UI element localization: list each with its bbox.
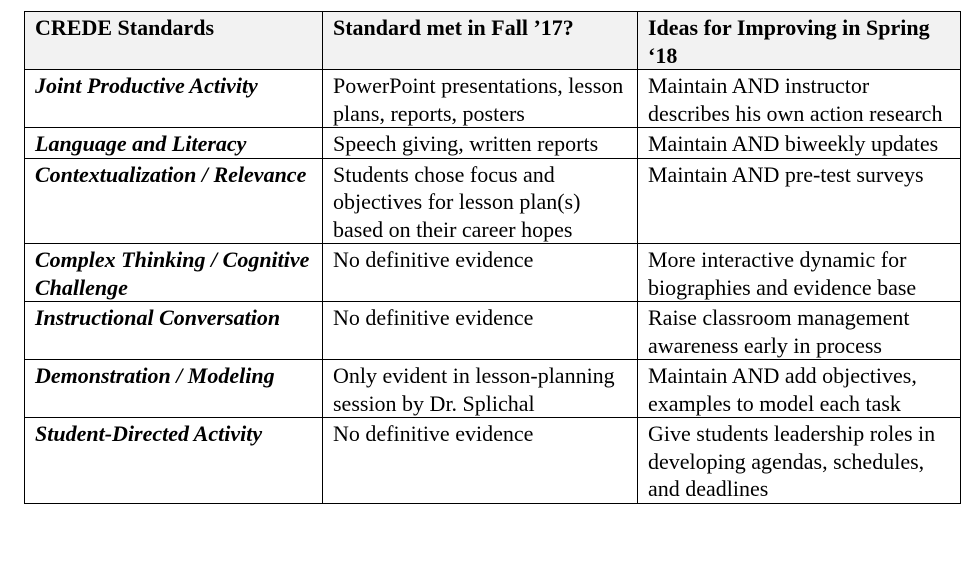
ideas-cell: Maintain AND instructor describes his own action research (638, 70, 961, 128)
met-cell: Speech giving, written reports (323, 128, 638, 159)
ideas-cell: Raise classroom management awareness early in process (638, 302, 961, 360)
standard-cell: Instructional Conversation (25, 302, 323, 360)
table-row (25, 128, 961, 159)
header-row (25, 12, 961, 70)
standard-cell: Contextualization / Relevance (25, 158, 323, 244)
met-cell: Only evident in lesson-planning session by Dr. Splichal (323, 360, 638, 418)
standard-cell: Language and Literacy (25, 128, 323, 159)
table-row (25, 158, 961, 244)
table-row (25, 70, 961, 128)
met-cell: No definitive evidence (323, 244, 638, 302)
table-row (25, 418, 961, 504)
table-row (25, 302, 961, 360)
table-row (25, 360, 961, 418)
table-header (25, 12, 961, 70)
standard-cell: Joint Productive Activity (25, 70, 323, 128)
standard-cell: Demonstration / Modeling (25, 360, 323, 418)
met-cell: PowerPoint presentations, lesson plans, reports, posters (323, 70, 638, 128)
ideas-cell: Maintain AND add objectives, examples to model each task (638, 360, 961, 418)
met-cell: No definitive evidence (323, 302, 638, 360)
table-row (25, 244, 961, 302)
crede-standards-table (24, 11, 961, 504)
header-standard-met: Standard met in Fall ’17? (323, 12, 638, 70)
header-crede-standards: CREDE Standards (25, 12, 323, 70)
ideas-cell: Maintain AND pre-test surveys (638, 158, 961, 244)
header-ideas-for-improving: Ideas for Improving in Spring ‘18 (638, 12, 961, 70)
table-body (25, 70, 961, 504)
met-cell: Students chose focus and objectives for lesson plan(s) based on their career hopes (323, 158, 638, 244)
standard-cell: Student-Directed Activity (25, 418, 323, 504)
ideas-cell: Give students leadership roles in developing agendas, schedules, and deadlines (638, 418, 961, 504)
ideas-cell: More interactive dynamic for biographies and evidence base (638, 244, 961, 302)
standard-cell: Complex Thinking / Cognitive Challenge (25, 244, 323, 302)
met-cell: No definitive evidence (323, 418, 638, 504)
ideas-cell: Maintain AND biweekly updates (638, 128, 961, 159)
